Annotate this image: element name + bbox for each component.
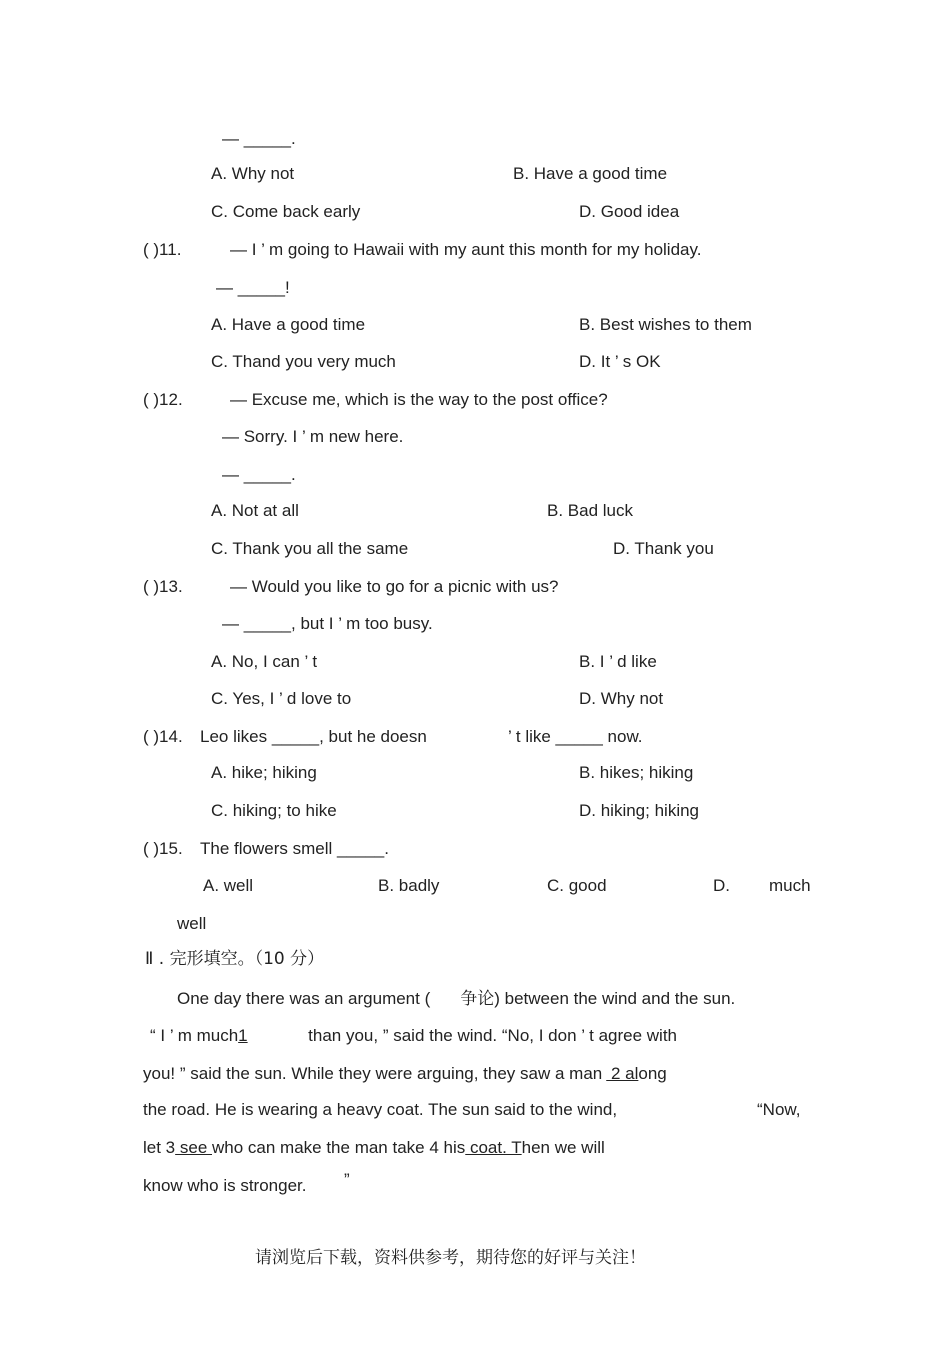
section-heading: Ⅱ . 完形填空。（10 分） [145, 949, 325, 969]
q11-option-b: B. Best wishes to them [579, 315, 752, 334]
passage-l3-part1: you! ” said the sun. While they were arguing, they saw a man [143, 1064, 603, 1083]
q14-option-b: B. hikes; hiking [579, 763, 694, 782]
passage-line-6-quote: ” [344, 1170, 350, 1189]
q10-option-c: C. Come back early [211, 202, 361, 221]
passage-l2-part2: than you, ” said the wind. “No, I don ’ t agree with [308, 1026, 678, 1045]
q13-number: ( )13. [143, 577, 183, 596]
passage-l1-cjk: 争论 [460, 989, 495, 1009]
q15-option-c: C. good [547, 876, 607, 895]
passage-line-5 [143, 1138, 605, 1158]
passage-line-1 [177, 989, 735, 1009]
q13-prompt: — Would you like to go for a picnic with us? [230, 577, 559, 596]
q15-option-b: B. badly [378, 876, 440, 895]
q11-option-a: A. Have a good time [211, 315, 366, 334]
blank-3: see [175, 1138, 212, 1157]
q10-option-d: D. Good idea [579, 202, 680, 221]
q12-option-c: C. Thank you all the same [211, 539, 409, 558]
q14-prompt-part2: ’ t like _____ now. [508, 727, 643, 746]
blank-1: 1 [238, 1026, 248, 1045]
blank-2: 2 al [606, 1064, 639, 1083]
q11-prompt: — I ’ m going to Hawaii with my aunt this month for my holiday. [230, 240, 702, 259]
passage-line-4-right: “Now, [757, 1100, 801, 1119]
q14-prompt-part1: Leo likes _____, but he doesn [200, 727, 427, 746]
passage-line-3 [143, 1064, 667, 1084]
q13-option-c: C. Yes, I ’ d love to [211, 689, 352, 708]
passage-line-2 [150, 1026, 677, 1046]
q13-option-d: D. Why not [579, 689, 664, 708]
q15-number: ( )15. [143, 839, 183, 858]
q14-option-a: A. hike; hiking [211, 763, 317, 782]
passage-l5-part2: who can make the man take 4 his [212, 1138, 466, 1157]
q10-answer-line: — _____. [222, 129, 296, 148]
q11-option-d: D. It ’ s OK [579, 352, 661, 371]
passage-line-4-left: the road. He is wearing a heavy coat. The sun said to the wind, [143, 1100, 618, 1119]
passage-l1-part1: One day there was an argument ( [177, 989, 431, 1008]
passage-l3-part2: ong [638, 1064, 667, 1083]
passage-l5-part1: let 3 [143, 1138, 176, 1157]
q12-option-a: A. Not at all [211, 501, 299, 520]
passage-l2-part1: “ I ’ m much [150, 1026, 239, 1045]
q12-answer-line: — _____. [222, 465, 296, 484]
blank-4: coat. T [465, 1138, 522, 1157]
q11-option-c: C. Thand you very much [211, 352, 396, 371]
q12-option-d: D. Thank you [613, 539, 714, 558]
q11-number: ( )11. [143, 240, 182, 259]
passage-l1-part2: ) between the wind and the sun. [494, 989, 736, 1008]
q13-answer-line: — _____, but I ’ m too busy. [222, 614, 433, 633]
q15-option-d-word1: much [769, 876, 811, 895]
q12-prompt: — Excuse me, which is the way to the post office? [230, 390, 608, 409]
q13-option-a: A. No, I can ’ t [211, 652, 318, 671]
q10-option-b: B. Have a good time [513, 164, 668, 183]
q13-option-b: B. I ’ d like [579, 652, 657, 671]
passage-line-6: know who is stronger. [143, 1176, 307, 1195]
q15-option-d-word2: well [177, 914, 207, 933]
q14-option-d: D. hiking; hiking [579, 801, 700, 820]
q12-option-b: B. Bad luck [547, 501, 633, 520]
passage-l5-part3: hen we will [521, 1138, 605, 1157]
q12-number: ( )12. [143, 390, 183, 409]
q14-option-c: C. hiking; to hike [211, 801, 337, 820]
q12-line2: — Sorry. I ’ m new here. [222, 427, 404, 446]
q15-option-a: A. well [203, 876, 254, 895]
q15-option-d-letter: D. [713, 876, 730, 895]
footer-note: 请浏览后下载，资料供参考，期待您的好评与关注！ [255, 1248, 646, 1268]
q11-answer-line: — _____! [216, 278, 290, 297]
q10-option-a: A. Why not [211, 164, 295, 183]
q14-number: ( )14. [143, 727, 183, 746]
q15-prompt: The flowers smell _____. [200, 839, 389, 858]
